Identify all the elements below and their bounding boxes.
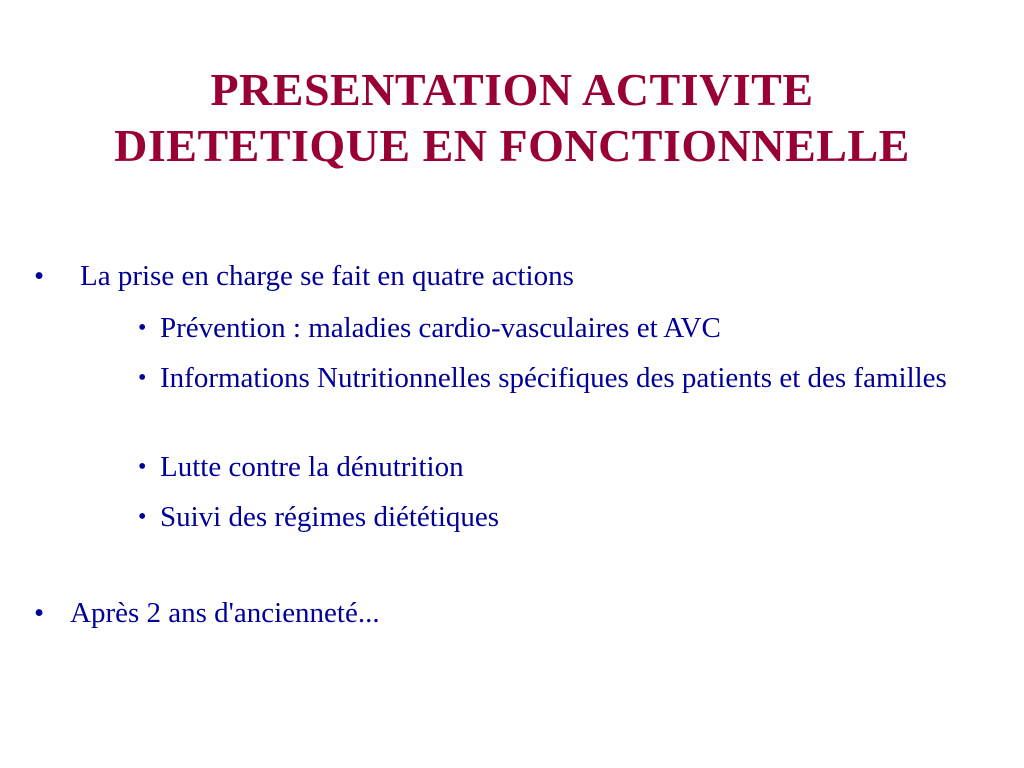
bullet-text: Après 2 ans d'ancienneté... — [70, 597, 380, 629]
sub-bullet-regimes — [138, 497, 990, 537]
sub-bullet-informations — [138, 358, 990, 398]
sub-bullet-text: Lutte contre la dénutrition — [160, 451, 464, 483]
bullet-icon: • — [34, 260, 45, 292]
sub-bullet-denutrition — [138, 447, 990, 487]
slide-title — [0, 62, 1024, 174]
title-line-1: PRESENTATION ACTIVITE — [210, 64, 814, 115]
sub-bullet-icon: • — [138, 315, 147, 341]
sub-bullet-text: Suivi des régimes diététiques — [160, 501, 500, 533]
bullet-text: La prise en charge se fait en quatre actions — [80, 260, 574, 292]
sub-bullet-text: Prévention : maladies cardio-vasculaires et AVC — [160, 312, 721, 344]
bullet-item-care-actions — [34, 260, 574, 293]
sub-bullet-prevention — [138, 308, 990, 348]
title-line-2: DIETETIQUE EN FONCTIONNELLE — [114, 120, 910, 171]
sub-bullet-icon: • — [138, 365, 147, 391]
bullet-item-seniority — [34, 597, 380, 630]
sub-bullet-text: Informations Nutritionnelles spécifiques des patients et des familles — [160, 362, 947, 394]
sub-bullet-icon: • — [138, 504, 147, 530]
sub-bullet-icon: • — [138, 454, 147, 480]
bullet-icon: • — [34, 597, 45, 629]
